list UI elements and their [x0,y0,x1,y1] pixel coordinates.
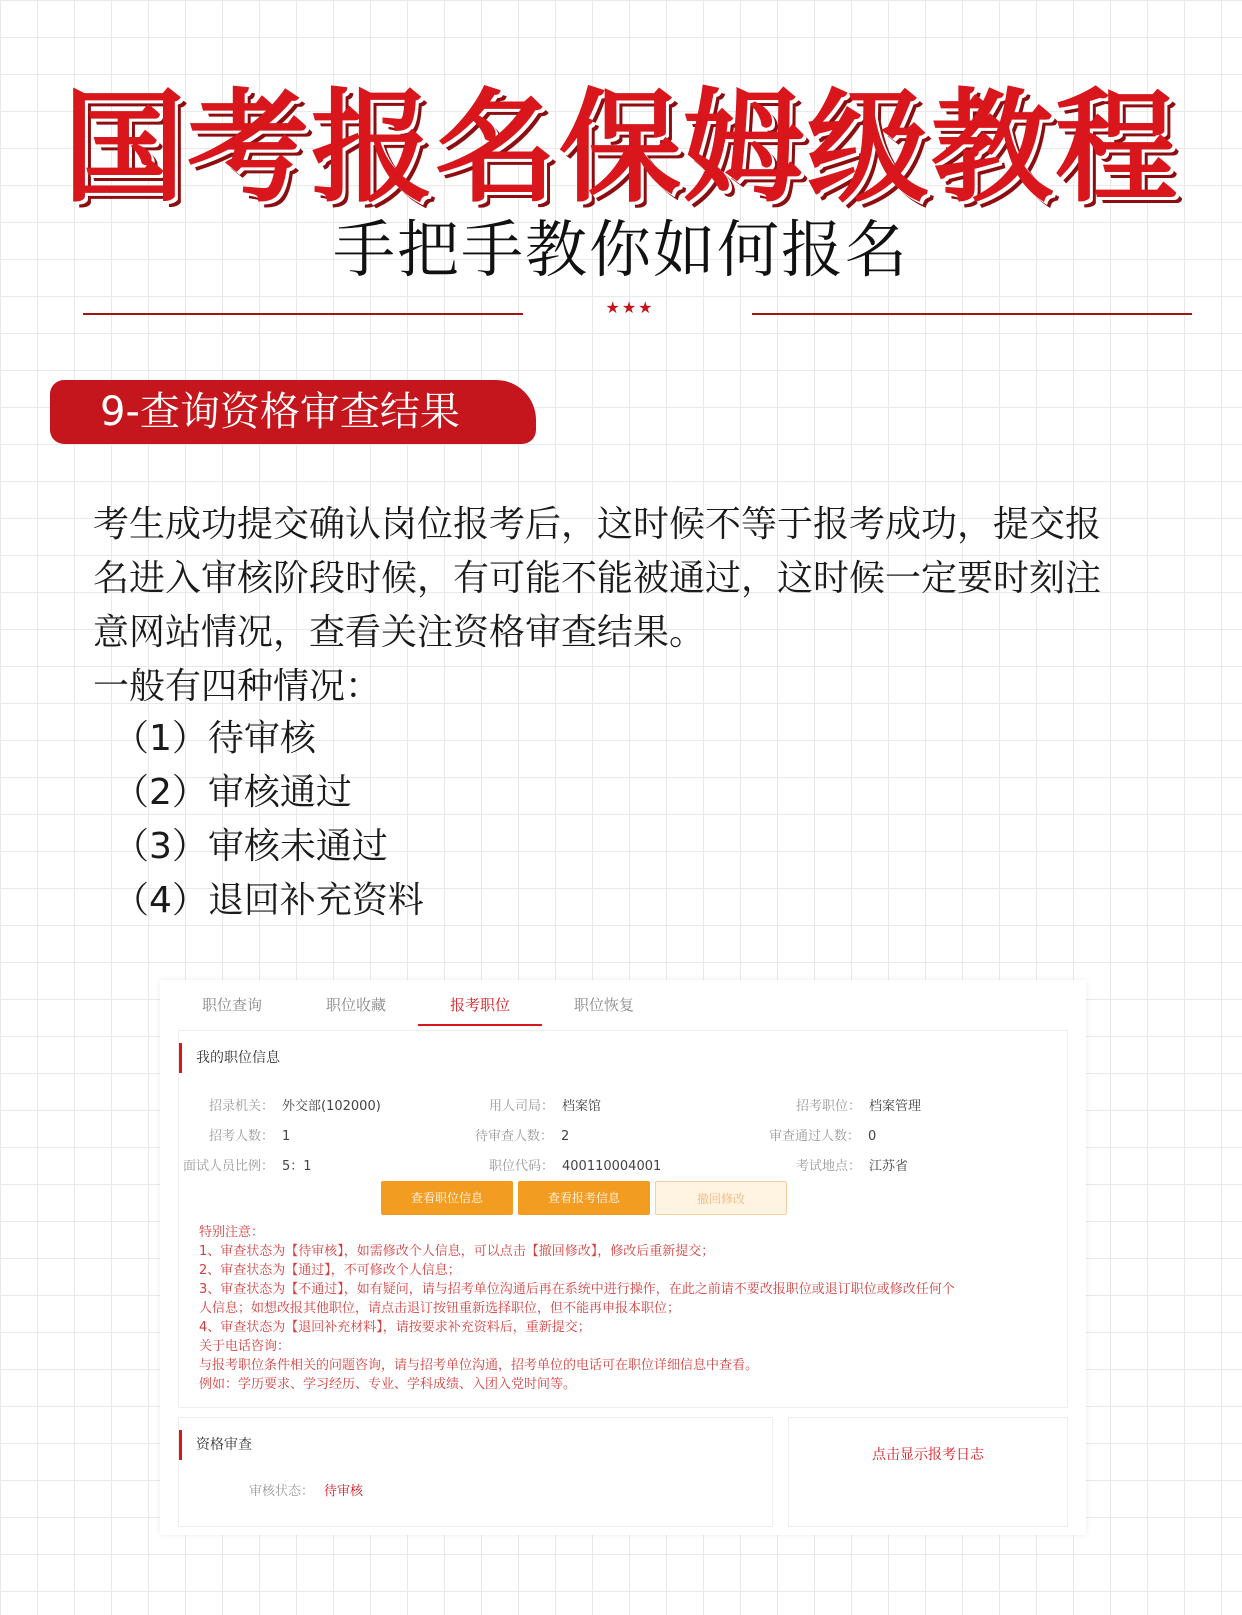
divider-right [752,313,1192,315]
log-panel [788,1417,1068,1527]
field-interview-ratio: 面试人员比例： 5：1 [183,1159,312,1174]
review-panel [178,1417,773,1527]
review-status: 审核状态： 待审核 [249,1484,364,1499]
field-employing-dept: 用人司局： 档案馆 [489,1099,602,1114]
status-badge: 待审核 [324,1484,364,1499]
notes-block [199,1223,1059,1394]
divider-left [83,313,523,315]
note-line: 关于电话咨询： [199,1339,291,1354]
note-line: 2、审查状态为【通过】，不可修改个人信息； [199,1263,461,1278]
note-line: 4、审查状态为【退回补充材料】，请按要求补充资料后，重新提交； [199,1320,591,1335]
field-position: 招考职位： 档案管理 [796,1099,922,1114]
field-headcount: 招考人数： 1 [209,1129,291,1144]
tab-position-favorites[interactable]: 职位收藏 [325,996,386,1014]
show-log-link[interactable]: 点击显示报考日志 [872,1447,984,1463]
embedded-screenshot [160,980,1086,1535]
field-exam-location: 考试地点： 江苏省 [796,1159,909,1174]
page-subtitle: 手把手教你如何报名 [332,213,909,286]
tab-bar [160,980,1086,1030]
field-recruiting-agency: 招录机关： 外交部(102000) [209,1099,381,1114]
intro-line: 一般有四种情况： [93,666,382,707]
case-item: （3）审核未通过 [113,826,388,867]
tab-position-search[interactable]: 职位查询 [201,996,262,1014]
panel-title: 我的职位信息 [179,1043,280,1073]
intro-line: 名进入审核阶段时候，有可能不能被通过，这时候一定要时刻注 [93,558,1102,599]
case-item: （2）审核通过 [113,772,352,813]
note-line: 1、审查状态为【待审核】，如需修改个人信息，可以点击【撤回修改】，修改后重新提交； [199,1244,715,1259]
field-pending-review: 待审查人数： 2 [475,1129,570,1144]
intro-line: 考生成功提交确认岗位报考后，这时候不等于报考成功，提交报 [93,504,1102,545]
case-item: （4）退回补充资料 [113,880,424,921]
note-line: 人信息；如想改报其他职位，请点击退订按钮重新选择职位，但不能再申报本职位； [199,1301,681,1316]
intro-paragraph [93,498,1193,714]
stars-decoration: ★★★ [605,298,655,317]
cases-list [113,712,424,928]
section-heading-label: 9-查询资格审查结果 [100,389,460,435]
note-line: 3、审查状态为【不通过】，如有疑问，请与招考单位沟通后再在系统中进行操作，在此之前请不要改报职位或退订职位或修改任何个 [199,1282,955,1297]
note-line: 与报考职位条件相关的问题咨询，请与招考单位沟通，招考单位的电话可在职位详细信息中查看。 [199,1358,759,1373]
withdraw-edit-button[interactable]: 撤回修改 [655,1181,787,1215]
view-position-button[interactable]: 查看职位信息 [381,1181,513,1215]
page-title: 国考报名保姆级教程 [63,77,1179,219]
tab-position-restore[interactable]: 职位恢复 [573,996,634,1014]
position-info-panel [178,1030,1068,1408]
field-approved-count: 审查通过人数： 0 [769,1129,877,1144]
review-title: 资格审查 [179,1430,252,1460]
view-application-button[interactable]: 查看报考信息 [518,1181,650,1215]
tab-applied-positions[interactable]: 报考职位 [418,990,542,1026]
field-position-code: 职位代码： 400110004001 [489,1159,662,1174]
note-line: 例如：学历要求、学习经历、专业、学科成绩、入团入党时间等。 [199,1377,577,1392]
case-item: （1）待审核 [113,718,316,759]
section-heading [50,380,536,444]
note-line: 特别注意： [199,1225,265,1240]
intro-line: 意网站情况，查看关注资格审查结果。 [93,612,706,653]
